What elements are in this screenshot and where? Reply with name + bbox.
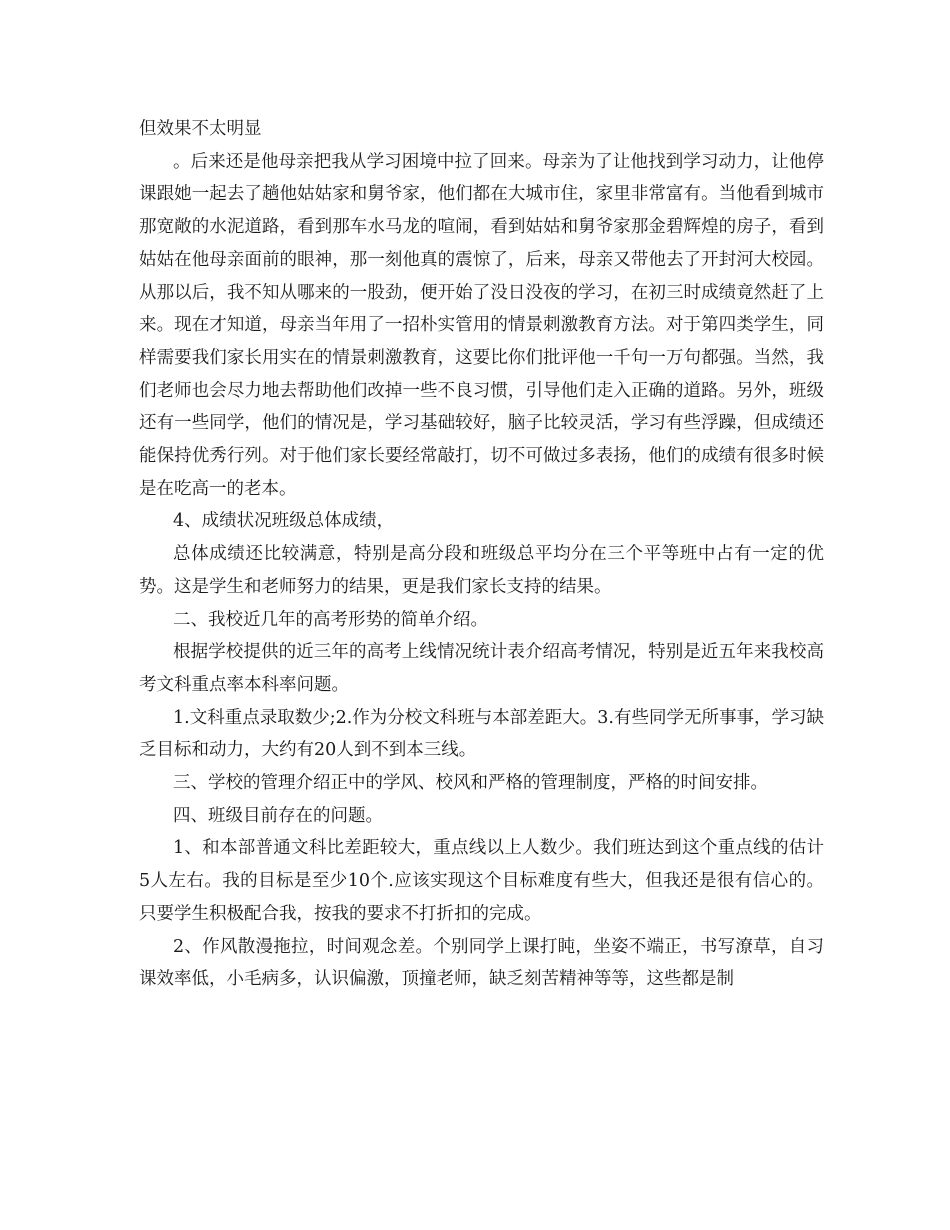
paragraph: 根据学校提供的近三年的高考上线情况统计表介绍高考情况，特别是近五年来我校高考文科重点率本科率问题。 (139, 642, 824, 695)
paragraph: 总体成绩还比较满意，特别是高分段和班级总平均分在三个平等班中占有一定的优势。这是学生和老师努力的结果，更是我们家长支持的结果。 (139, 544, 824, 597)
paragraph: 但效果不太明显 (139, 119, 262, 139)
paragraph: 。后来还是他母亲把我从学习困境中拉了回来。母亲为了让他找到学习动力，让他停课跟她一起去了趟他姑姑家和舅爷家，他们都在大城市住，家里非常富有。当他看到城市那宽敞的水泥道路，看到那车水马龙的喧闹，看到姑姑和舅爷家那金碧辉煌的房子，看到姑姑在他母亲面前的眼神，那一刻他真的震惊了，后来，母亲又带他去了开封河大校园。从那以后，我不知从哪来的一股劲，便开始了没日没夜的学习，在初三时成绩竟然赶了上来。现在才知道，母亲当年用了一招朴实管用的情景刺激教育方法。对于第四类学生，同样需要我们家长用实在的情景刺激教育，这要比你们批评他一千句一万句都强。当然，我们老师也会尽力地去帮助他们改掉一些不良习惯，引导他们走入正确的道路。另外，班级还有一些同学，他们的情况是，学习基础较好，脑子比较灵活，学习有些浮躁，但成绩还能保持优秀行列。对于他们家长要经常敲打，切不可做过多表扬，他们的成绩有很多时候是在吃高一的老本。 (139, 151, 824, 499)
section-heading: 二、我校近几年的高考形势的简单介绍。 (173, 609, 488, 630)
section-heading: 四、班级目前存在的问题。 (173, 805, 383, 826)
section-heading: 三、学校的管理介绍正中的学风、校风和严格的管理制度，严格的时间安排。 (173, 773, 768, 794)
paragraph: 2、作风散漫拖拉，时间观念差。个别同学上课打盹，坐姿不端正，书写潦草，自习课效率低，小毛病多，认识偏激，顶撞老师，缺乏刻苦精神等等，这些都是制 (139, 936, 824, 990)
document-body (139, 113, 824, 996)
paragraph: 4、成绩状况班级总体成绩， (173, 511, 395, 532)
paragraph: 1.文科重点录取数少;2.作为分校文科班与本部差距大。3.有些同学无所事事，学习缺乏目标和动力，大约有20人到不到本三线。 (139, 707, 824, 761)
paragraph: 1、和本部普通文科比差距较大，重点线以上人数少。我们班达到这个重点线的估计5人左右。我的目标是至少10个.应该实现这个目标难度有些大，但我还是很有信心的。只要学生积极配合我，按我的要求不打折扣的完成。 (139, 838, 824, 924)
